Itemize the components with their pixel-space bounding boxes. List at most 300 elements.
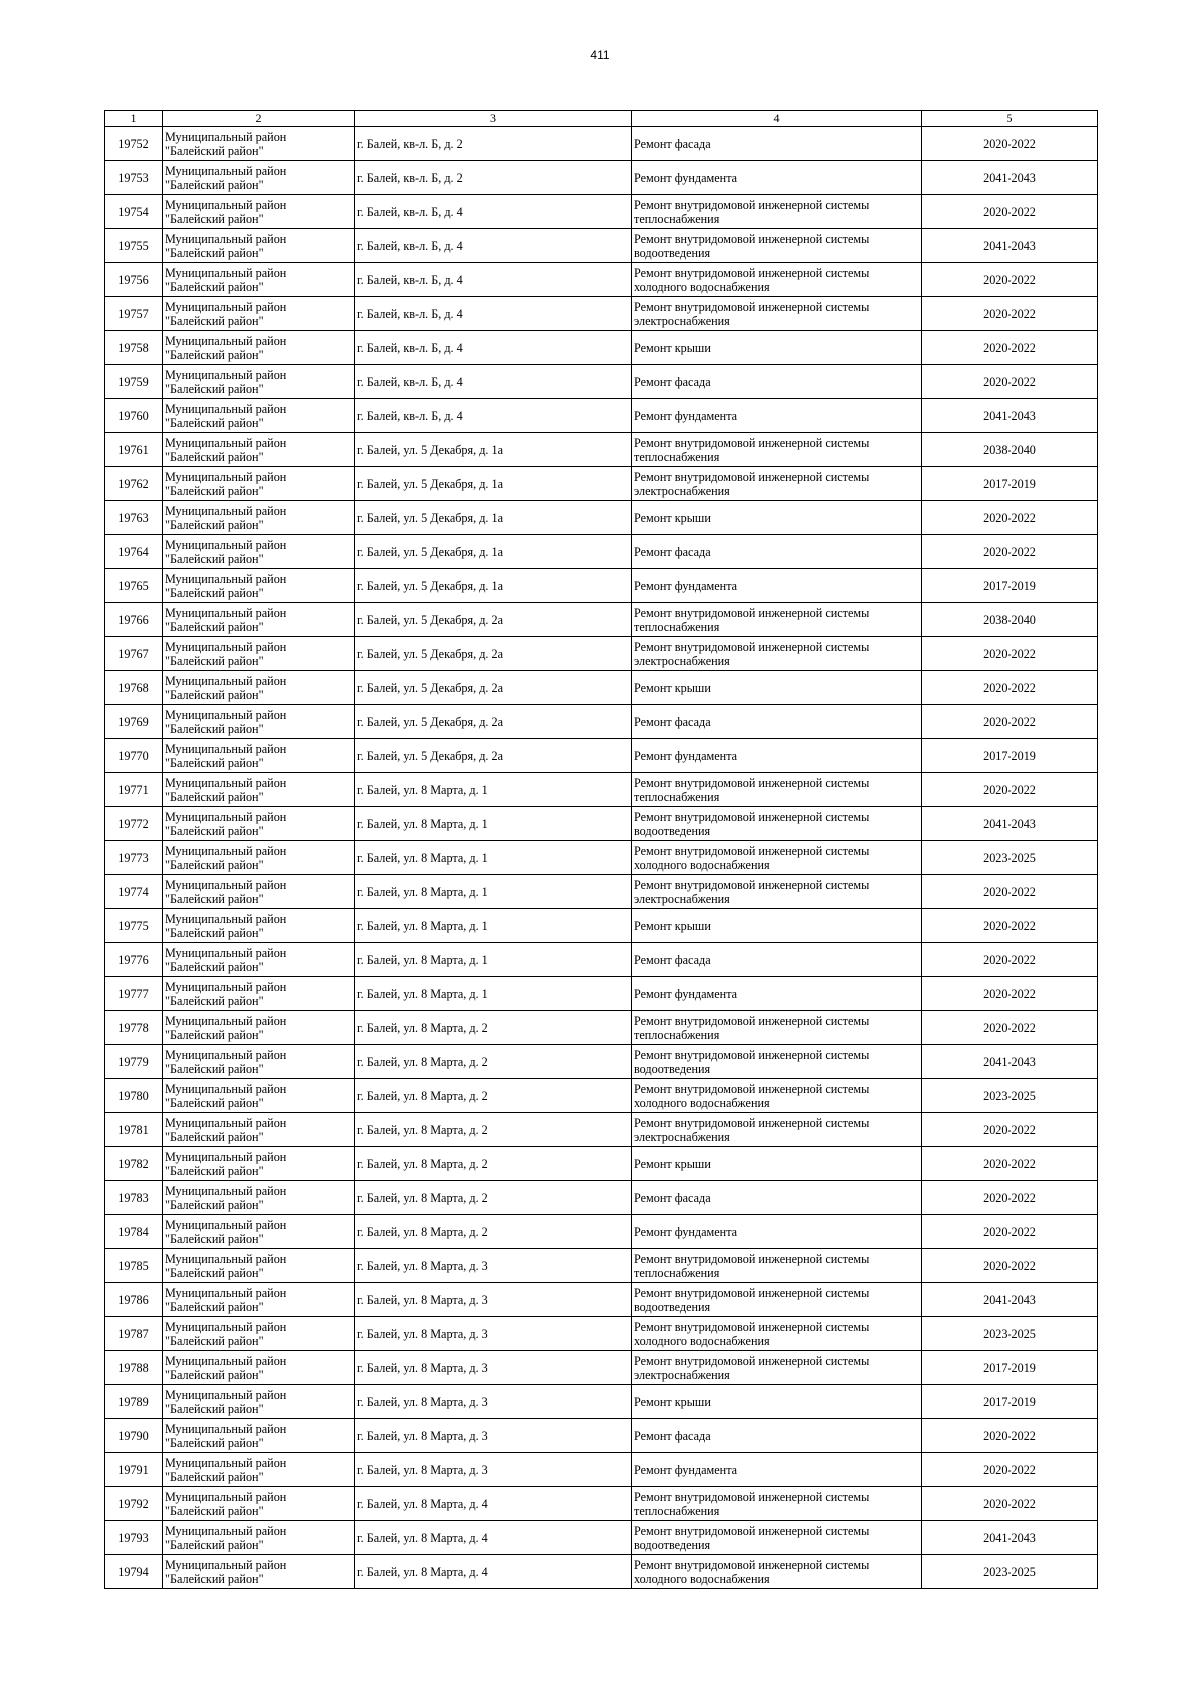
row-number-cell: 19784 [105,1215,163,1249]
work-type-line: Ремонт внутридомовой инженерной системы [634,1047,870,1062]
row-number-cell: 19770 [105,739,163,773]
municipality-line: "Балейский район" [165,1027,264,1042]
table-row [105,399,1098,433]
municipality-line: Муниципальный район [165,197,287,212]
work-type-line: Ремонт внутридомовой инженерной системы [634,1319,870,1334]
table-row [105,501,1098,535]
work-type-line: Ремонт фасада [634,544,711,559]
work-type-line: теплоснабжения [634,619,720,634]
work-type-line: Ремонт фундамента [634,1224,738,1239]
period-cell: 2020-2022 [922,263,1098,297]
work-type-line: Ремонт внутридомовой инженерной системы [634,299,870,314]
work-type-line: холодного водоснабжения [634,279,770,294]
row-number-cell: 19785 [105,1249,163,1283]
table-row [105,603,1098,637]
work-type-line: Ремонт внутридомовой инженерной системы [634,775,870,790]
municipality-line: "Балейский район" [165,1095,264,1110]
period-cell: 2017-2019 [922,1385,1098,1419]
municipality-cell [163,943,355,977]
municipality-line: Муниципальный район [165,605,287,620]
period-cell: 2041-2043 [922,1283,1098,1317]
work-type-cell [632,569,922,603]
table-row [105,807,1098,841]
municipality-cell [163,331,355,365]
municipality-line: "Балейский район" [165,721,264,736]
work-type-cell [632,807,922,841]
work-type-cell [632,1045,922,1079]
municipality-line: Муниципальный район [165,707,287,722]
period-cell: 2023-2025 [922,1555,1098,1589]
table-row [105,1147,1098,1181]
work-type-line: холодного водоснабжения [634,857,770,872]
municipality-line: "Балейский район" [165,1503,264,1518]
row-number-cell: 19792 [105,1487,163,1521]
work-type-line: Ремонт внутридомовой инженерной системы [634,197,870,212]
table-row [105,1113,1098,1147]
work-type-line: Ремонт крыши [634,340,711,355]
municipality-line: Муниципальный район [165,1047,287,1062]
table-row [105,841,1098,875]
period-cell: 2023-2025 [922,1317,1098,1351]
municipality-line: "Балейский район" [165,619,264,634]
period-cell: 2017-2019 [922,1351,1098,1385]
municipality-line: "Балейский район" [165,925,264,940]
municipality-cell [163,399,355,433]
municipality-line: Муниципальный район [165,775,287,790]
column-number-row [105,111,1098,127]
work-type-cell [632,365,922,399]
address-cell: г. Балей, ул. 8 Марта, д. 3 [355,1351,632,1385]
period-cell: 2020-2022 [922,1487,1098,1521]
work-type-cell [632,841,922,875]
period-cell: 2017-2019 [922,739,1098,773]
municipality-line: Муниципальный район [165,945,287,960]
municipality-line: Муниципальный район [165,809,287,824]
table-row [105,569,1098,603]
municipality-cell [163,535,355,569]
row-number-cell: 19767 [105,637,163,671]
row-number-cell: 19776 [105,943,163,977]
municipality-line: "Балейский район" [165,789,264,804]
work-type-cell [632,1521,922,1555]
address-cell: г. Балей, ул. 8 Марта, д. 4 [355,1521,632,1555]
period-cell: 2020-2022 [922,297,1098,331]
municipality-cell [163,1249,355,1283]
municipality-line: "Балейский район" [165,1469,264,1484]
municipality-line: Муниципальный район [165,231,287,246]
municipality-cell [163,1079,355,1113]
work-type-cell [632,1079,922,1113]
work-type-line: Ремонт внутридомовой инженерной системы [634,469,870,484]
table-row [105,739,1098,773]
municipality-line: Муниципальный район [165,469,287,484]
municipality-line: "Балейский район" [165,177,264,192]
municipality-cell [163,705,355,739]
municipality-line: Муниципальный район [165,1489,287,1504]
row-number-cell: 19788 [105,1351,163,1385]
municipality-line: Муниципальный район [165,1013,287,1028]
work-type-cell [632,705,922,739]
address-cell: г. Балей, ул. 8 Марта, д. 1 [355,773,632,807]
municipality-line: Муниципальный район [165,333,287,348]
address-cell: г. Балей, ул. 8 Марта, д. 1 [355,943,632,977]
work-type-cell [632,603,922,637]
address-cell: г. Балей, ул. 5 Декабря, д. 2а [355,705,632,739]
period-cell: 2020-2022 [922,1113,1098,1147]
municipality-cell [163,841,355,875]
municipality-cell [163,433,355,467]
period-cell: 2041-2043 [922,1521,1098,1555]
municipality-line: "Балейский район" [165,143,264,158]
period-cell: 2038-2040 [922,603,1098,637]
period-cell: 2017-2019 [922,569,1098,603]
municipality-line: "Балейский район" [165,1061,264,1076]
address-cell: г. Балей, ул. 8 Марта, д. 2 [355,1147,632,1181]
period-cell: 2017-2019 [922,467,1098,501]
municipality-cell [163,1317,355,1351]
row-number-cell: 19771 [105,773,163,807]
work-type-line: Ремонт внутридомовой инженерной системы [634,1557,870,1572]
municipality-cell [163,229,355,263]
row-number-cell: 19780 [105,1079,163,1113]
municipality-cell [163,1011,355,1045]
work-type-cell [632,1555,922,1589]
municipality-line: "Балейский район" [165,1435,264,1450]
address-cell: г. Балей, ул. 8 Марта, д. 1 [355,841,632,875]
municipality-line: "Балейский район" [165,483,264,498]
work-type-line: Ремонт фундамента [634,748,738,763]
work-type-cell [632,433,922,467]
work-type-cell [632,1385,922,1419]
municipality-line: Муниципальный район [165,673,287,688]
address-cell: г. Балей, ул. 8 Марта, д. 3 [355,1453,632,1487]
municipality-cell [163,773,355,807]
table-row [105,977,1098,1011]
table-row [105,705,1098,739]
municipality-line: Муниципальный район [165,1455,287,1470]
capital-repair-table [104,110,1098,1589]
municipality-cell [163,1385,355,1419]
address-cell: г. Балей, ул. 5 Декабря, д. 1а [355,501,632,535]
table-row [105,1351,1098,1385]
row-number-cell: 19793 [105,1521,163,1555]
work-type-line: Ремонт крыши [634,1394,711,1409]
address-cell: г. Балей, ул. 5 Декабря, д. 2а [355,637,632,671]
municipality-cell [163,263,355,297]
table-row [105,1079,1098,1113]
municipality-cell [163,195,355,229]
address-cell: г. Балей, ул. 5 Декабря, д. 1а [355,467,632,501]
municipality-line: "Балейский район" [165,1571,264,1586]
municipality-line: Муниципальный район [165,401,287,416]
municipality-line: Муниципальный район [165,1387,287,1402]
work-type-cell [632,467,922,501]
period-cell: 2020-2022 [922,1453,1098,1487]
work-type-line: Ремонт фундамента [634,408,738,423]
municipality-line: "Балейский район" [165,1333,264,1348]
municipality-cell [163,637,355,671]
municipality-line: Муниципальный район [165,1523,287,1538]
row-number-cell: 19754 [105,195,163,229]
period-cell: 2020-2022 [922,705,1098,739]
work-type-line: водоотведения [634,245,711,260]
municipality-line: Муниципальный район [165,877,287,892]
period-cell: 2041-2043 [922,399,1098,433]
municipality-line: Муниципальный район [165,503,287,518]
municipality-line: "Балейский район" [165,687,264,702]
work-type-line: Ремонт внутридомовой инженерной системы [634,231,870,246]
municipality-line: "Балейский район" [165,449,264,464]
work-type-cell [632,1249,922,1283]
municipality-line: "Балейский район" [165,551,264,566]
municipality-line: Муниципальный район [165,1557,287,1572]
period-cell: 2020-2022 [922,1419,1098,1453]
period-cell: 2020-2022 [922,195,1098,229]
row-number-cell: 19778 [105,1011,163,1045]
municipality-line: "Балейский район" [165,1163,264,1178]
work-type-line: Ремонт внутридомовой инженерной системы [634,809,870,824]
municipality-cell [163,1555,355,1589]
row-number-cell: 19777 [105,977,163,1011]
municipality-cell [163,1419,355,1453]
row-number-cell: 19763 [105,501,163,535]
period-cell: 2023-2025 [922,1079,1098,1113]
page-number: 411 [590,48,610,62]
period-cell: 2020-2022 [922,331,1098,365]
work-type-line: Ремонт внутридомовой инженерной системы [634,605,870,620]
municipality-line: Муниципальный район [165,1353,287,1368]
table-row [105,1385,1098,1419]
row-number-cell: 19779 [105,1045,163,1079]
work-type-line: электроснабжения [634,1367,730,1382]
work-type-line: Ремонт внутридомовой инженерной системы [634,1081,870,1096]
address-cell: г. Балей, кв-л. Б, д. 4 [355,263,632,297]
work-type-line: Ремонт внутридомовой инженерной системы [634,435,870,450]
table-row [105,1215,1098,1249]
table-row [105,1283,1098,1317]
table-row [105,875,1098,909]
address-cell: г. Балей, кв-л. Б, д. 4 [355,399,632,433]
work-type-cell [632,773,922,807]
row-number-cell: 19794 [105,1555,163,1589]
municipality-line: "Балейский район" [165,245,264,260]
work-type-line: электроснабжения [634,891,730,906]
period-cell: 2020-2022 [922,1181,1098,1215]
row-number-cell: 19757 [105,297,163,331]
municipality-line: "Балейский район" [165,1197,264,1212]
municipality-cell [163,501,355,535]
work-type-cell [632,1487,922,1521]
table-row [105,331,1098,365]
municipality-cell [163,1351,355,1385]
work-type-line: электроснабжения [634,1129,730,1144]
period-cell: 2020-2022 [922,1011,1098,1045]
municipality-cell [163,1283,355,1317]
address-cell: г. Балей, ул. 5 Декабря, д. 2а [355,671,632,705]
period-cell: 2041-2043 [922,161,1098,195]
work-type-line: Ремонт внутридомовой инженерной системы [634,1523,870,1538]
address-cell: г. Балей, кв-л. Б, д. 2 [355,161,632,195]
municipality-line: "Балейский район" [165,823,264,838]
period-cell: 2020-2022 [922,875,1098,909]
municipality-cell [163,807,355,841]
work-type-cell [632,331,922,365]
work-type-line: Ремонт фасада [634,714,711,729]
address-cell: г. Балей, кв-л. Б, д. 4 [355,331,632,365]
row-number-cell: 19769 [105,705,163,739]
row-number-cell: 19764 [105,535,163,569]
row-number-cell: 19772 [105,807,163,841]
work-type-cell [632,875,922,909]
work-type-line: Ремонт фундамента [634,170,738,185]
period-cell: 2023-2025 [922,841,1098,875]
municipality-cell [163,1147,355,1181]
work-type-line: Ремонт внутридомовой инженерной системы [634,877,870,892]
table-row [105,1181,1098,1215]
address-cell: г. Балей, ул. 8 Марта, д. 2 [355,1113,632,1147]
row-number-cell: 19766 [105,603,163,637]
municipality-cell [163,1045,355,1079]
address-cell: г. Балей, ул. 8 Марта, д. 3 [355,1249,632,1283]
table-row [105,467,1098,501]
municipality-line: "Балейский район" [165,1265,264,1280]
work-type-line: Ремонт внутридомовой инженерной системы [634,843,870,858]
work-type-line: Ремонт фасада [634,1428,711,1443]
table-row [105,195,1098,229]
table-row [105,1419,1098,1453]
table-row [105,1011,1098,1045]
row-number-cell: 19760 [105,399,163,433]
row-number-cell: 19786 [105,1283,163,1317]
work-type-cell [632,195,922,229]
address-cell: г. Балей, ул. 8 Марта, д. 2 [355,1181,632,1215]
municipality-line: Муниципальный район [165,979,287,994]
work-type-cell [632,1181,922,1215]
table-row [105,161,1098,195]
period-cell: 2041-2043 [922,229,1098,263]
municipality-cell [163,297,355,331]
work-type-line: электроснабжения [634,653,730,668]
period-cell: 2020-2022 [922,127,1098,161]
municipality-line: Муниципальный район [165,1217,287,1232]
row-number-cell: 19758 [105,331,163,365]
table-row [105,909,1098,943]
municipality-line: Муниципальный район [165,1285,287,1300]
municipality-line: "Балейский район" [165,313,264,328]
municipality-line: "Балейский район" [165,857,264,872]
column-header-3: 3 [355,111,632,127]
row-number-cell: 19756 [105,263,163,297]
work-type-cell [632,1147,922,1181]
table-row [105,1045,1098,1079]
municipality-line: Муниципальный район [165,1319,287,1334]
municipality-cell [163,365,355,399]
table-row [105,1317,1098,1351]
work-type-line: Ремонт крыши [634,918,711,933]
table-row [105,1453,1098,1487]
work-type-cell [632,263,922,297]
table-row [105,127,1098,161]
work-type-line: теплоснабжения [634,449,720,464]
table-row [105,433,1098,467]
period-cell: 2020-2022 [922,637,1098,671]
work-type-line: электроснабжения [634,313,730,328]
municipality-line: Муниципальный район [165,639,287,654]
municipality-cell [163,977,355,1011]
work-type-cell [632,1419,922,1453]
work-type-line: Ремонт внутридомовой инженерной системы [634,1013,870,1028]
municipality-cell [163,671,355,705]
municipality-line: Муниципальный район [165,163,287,178]
work-type-line: Ремонт внутридомовой инженерной системы [634,1115,870,1130]
period-cell: 2020-2022 [922,1215,1098,1249]
address-cell: г. Балей, ул. 5 Декабря, д. 1а [355,433,632,467]
municipality-cell [163,569,355,603]
work-type-cell [632,127,922,161]
address-cell: г. Балей, ул. 8 Марта, д. 3 [355,1385,632,1419]
work-type-line: водоотведения [634,1537,711,1552]
column-header-4: 4 [632,111,922,127]
municipality-line: Муниципальный район [165,1081,287,1096]
work-type-line: Ремонт фасада [634,136,711,151]
period-cell: 2020-2022 [922,943,1098,977]
work-type-cell [632,1011,922,1045]
row-number-cell: 19787 [105,1317,163,1351]
period-cell: 2020-2022 [922,909,1098,943]
row-number-cell: 19762 [105,467,163,501]
table-row [105,1521,1098,1555]
column-header-2: 2 [163,111,355,127]
period-cell: 2020-2022 [922,977,1098,1011]
municipality-line: "Балейский район" [165,1401,264,1416]
work-type-line: водоотведения [634,1061,711,1076]
period-cell: 2020-2022 [922,773,1098,807]
municipality-cell [163,467,355,501]
work-type-line: водоотведения [634,1299,711,1314]
municipality-line: "Балейский район" [165,279,264,294]
municipality-cell [163,739,355,773]
work-type-cell [632,501,922,535]
work-type-line: Ремонт внутридомовой инженерной системы [634,1251,870,1266]
work-type-cell [632,535,922,569]
municipality-line: "Балейский район" [165,1129,264,1144]
municipality-line: "Балейский район" [165,993,264,1008]
work-type-cell [632,1215,922,1249]
work-type-line: теплоснабжения [634,789,720,804]
municipality-line: Муниципальный район [165,367,287,382]
work-type-line: Ремонт внутридомовой инженерной системы [634,1489,870,1504]
municipality-line: "Балейский район" [165,1367,264,1382]
municipality-cell [163,1521,355,1555]
municipality-line: "Балейский район" [165,1537,264,1552]
address-cell: г. Балей, ул. 8 Марта, д. 1 [355,909,632,943]
municipality-line: Муниципальный район [165,741,287,756]
row-number-cell: 19791 [105,1453,163,1487]
address-cell: г. Балей, ул. 8 Марта, д. 2 [355,1215,632,1249]
work-type-line: водоотведения [634,823,711,838]
municipality-line: "Балейский район" [165,211,264,226]
municipality-line: Муниципальный район [165,911,287,926]
work-type-cell [632,1351,922,1385]
municipality-line: Муниципальный район [165,571,287,586]
table-row [105,365,1098,399]
work-type-cell [632,943,922,977]
work-type-line: Ремонт фасада [634,1190,711,1205]
table-row [105,297,1098,331]
address-cell: г. Балей, ул. 8 Марта, д. 1 [355,875,632,909]
address-cell: г. Балей, ул. 8 Марта, д. 2 [355,1045,632,1079]
row-number-cell: 19752 [105,127,163,161]
